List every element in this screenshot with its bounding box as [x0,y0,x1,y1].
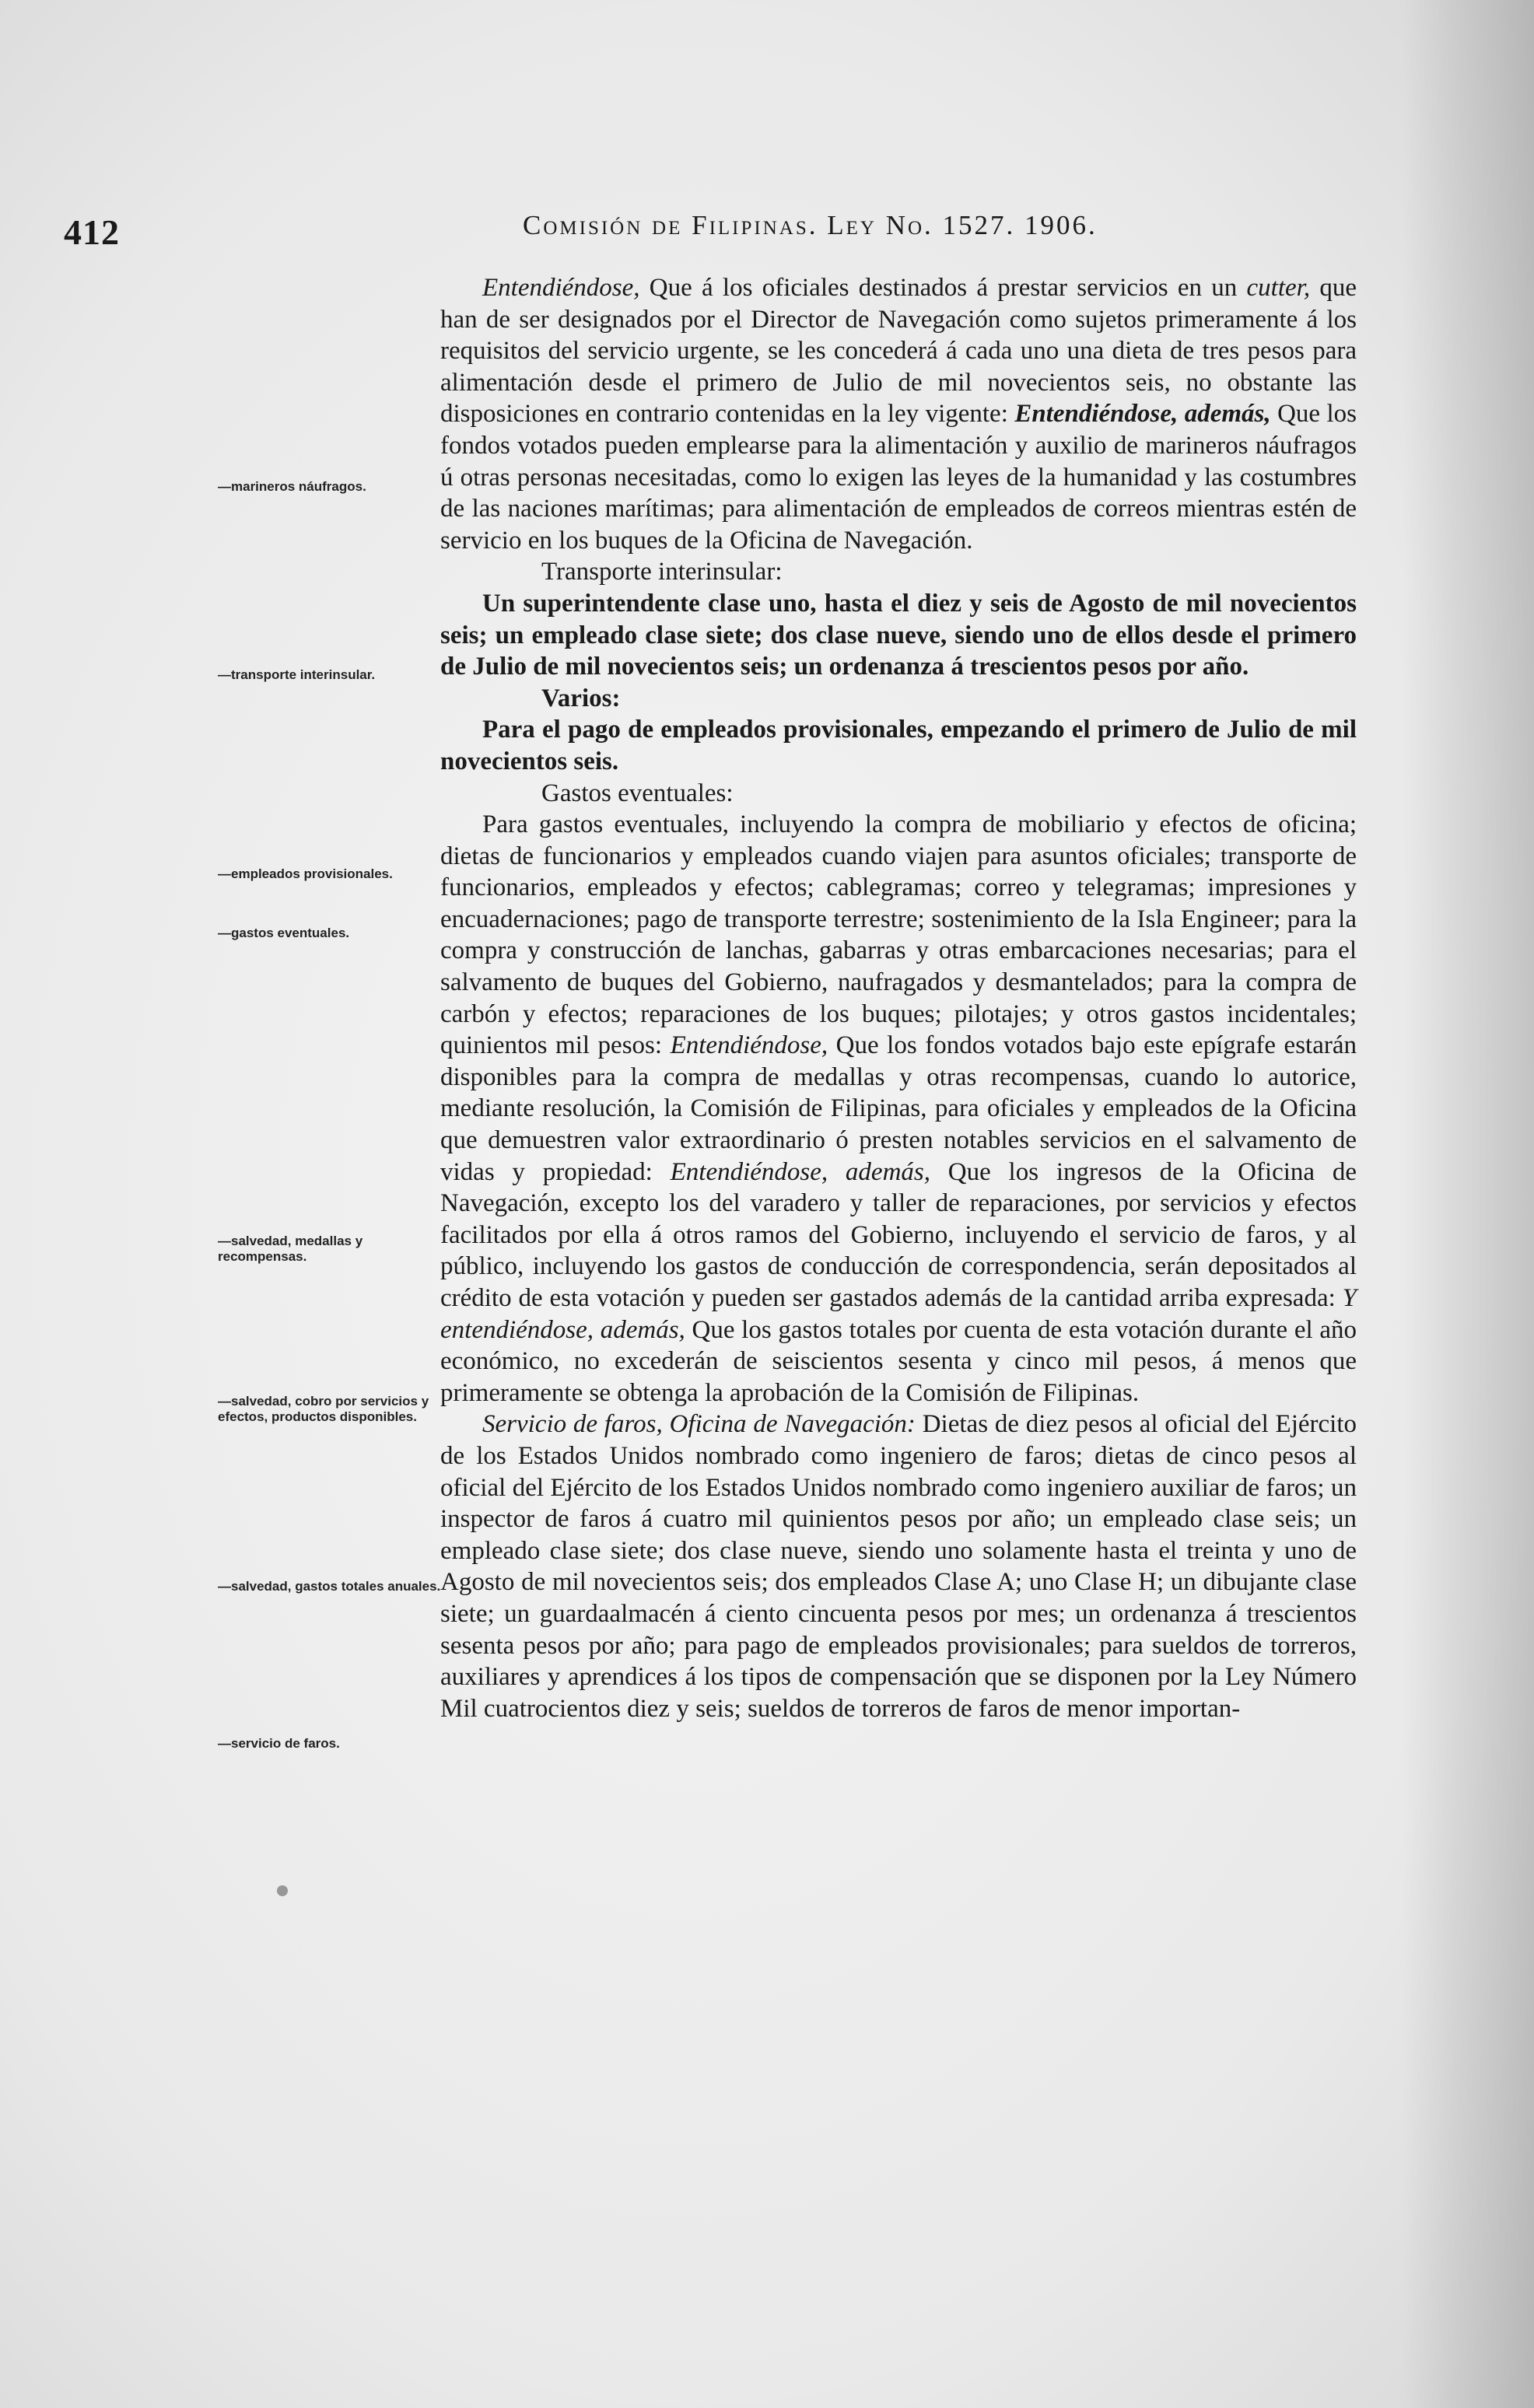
body-text [440,272,1357,1724]
paragraph-text: Que los gastos totales por cuenta de esta votación durante el año económico, no excederán de seiscientos sesenta y cinco mil pesos, á menos que primeramente se obtenga la aprobación de la Comisión de Filipinas. [440,1315,1357,1407]
paragraph-gastos [440,809,1357,1409]
heading-varios: Varios: [541,684,621,712]
italic-phrase: Entendiéndose, además, [670,1157,931,1186]
paragraph-entendiendose [440,272,1357,556]
italic-phrase: cutter, [1246,274,1311,302]
heading-transporte: Transporte interinsular: [541,558,783,586]
margin-note-faros: —servicio de faros. [218,1736,340,1751]
paragraph-text: que han de ser designados por el Director de Navegación como sujetos primeramente á los requisitos del servicio urgente, se les concederá á cada uno una dieta de tres pesos para alimentación desde el primero de Julio de mil novecientos seis, no obstante las disposiciones en contrario contenidas en la ley vigente: [440,274,1357,429]
paragraph-text: Que á los oficiales destinados á prestar servicios en un [639,274,1247,302]
italic-phrase: Entendiéndose, además, [1014,400,1271,429]
paragraph-text: Que los fondos votados bajo este epígrafe estarán disponibles para la compra de medallas y otras recompensas, cuando lo autorice, mediante resolución, la Comisión de Filipinas, para oficiales y empleados de la Oficina que demuestren valor extraordinario ó presten notables servicios en el salvamento de vidas y propiedad: [440,1031,1357,1186]
paragraph-text: Para gastos eventuales, incluyendo la compra de mobiliario y efectos de oficina; dietas de funcionarios y empleados cuando viajen para asuntos oficiales; transporte de funcionarios, empleados y efectos; cablegramas; correo y telegramas; impresiones y encuadernaciones; pago de transporte terrestre; sostenimiento de la Isla Engineer; para la compra y construcción de lanchas, gabarras y otras embarcaciones necesarias; para el salvamento de buques del Gobierno, naufragados y desmantelados; para la compra de carbón y efectos; reparaciones de los buques; pilotajes; y otros gastos incidentales; quinientos mil pesos: [440,810,1357,1060]
margin-note-marineros: —marineros náufragos. [218,479,366,494]
margin-note-gastos: —gastos eventuales. [218,926,350,940]
italic-phrase: Y entendiéndose, además, [440,1284,1357,1344]
margin-note-gastos-totales: —salvedad, gastos totales anuales. [218,1579,441,1594]
italic-phrase: Entendiéndose, [670,1031,828,1060]
page-edge-shadow [1402,0,1534,2408]
paragraph-varios: Para el pago de empleados provisionales, empezando el primero de Julio de mil novecientos seis. [440,716,1357,775]
heading-gastos: Gastos eventuales: [541,779,734,807]
italic-phrase: Entendiéndose, [482,274,640,302]
page-number: 412 [64,212,120,252]
margin-note-transporte: —transporte interinsular. [218,667,376,682]
italic-phrase: Servicio de faros, Oficina de Navegación: [482,1410,916,1439]
margin-note-medallas: —salvedad, medallas y recompensas. [218,1234,363,1264]
paragraph-transporte: Un superintendente clase uno, hasta el diez y seis de Agosto de mil novecientos seis; un empleado clase siete; dos clase nueve, siendo uno de ellos desde el primero de Julio de mil novecientos seis; un ordenanza á trescientos pesos por año. [440,589,1357,681]
paragraph-faros [440,1409,1357,1724]
paragraph-text: Que los ingresos de la Oficina de Navegación, excepto los del varadero y taller de reparaciones, por servicios y efectos facilitados por ella á otros ramos del Gobierno, incluyendo el servicio de faros, y al público, incluyendo los gastos de conducción de correspondencia, serán depositados al crédito de esta votación y pueden ser gastados además de la cantidad arriba expresada: [440,1157,1357,1312]
paragraph-text: Que los fondos votados pueden emplearse para la alimentación y auxilio de marineros náufragos ú otras personas necesitadas, como lo exigen las leyes de la humanidad y las costumbres de las naciones marítimas; para alimentación de empleados de correos mientras estén de servicio en los buques de la Oficina de Navegación. [440,400,1357,555]
paragraph-text: Dietas de diez pesos al oficial del Ejército de los Estados Unidos nombrado como ingeniero de faros; dietas de cinco pesos al oficial del Ejército de los Estados Unidos nombrado como ingeniero auxiliar de faros; un inspector de faros á cuatro mil quinientos pesos por año; un empleado clase seis; un empleado clase siete; dos clase nueve, siendo uno solamente hasta el treinta y uno de Agosto de mil novecientos seis; dos empleados Clase A; uno Clase H; un dibujante clase siete; un guardaalmacén á ciento cincuenta pesos por mes; un ordenanza á trescientos sesenta pesos por año; para pago de empleados provisionales; para sueldos de torreros, auxiliares y aprendices á los tipos de compensación que se disponen por la Ley Número Mil cuatrocientos diez y seis; sueldos de torreros de faros de menor importan- [440,1410,1357,1723]
running-head: Comisión de Filipinas. Ley No. 1527. 1906. [523,210,1098,240]
margin-note-empleados: —empleados provisionales. [218,866,393,881]
margin-note-cobro: —salvedad, cobro por servicios y efectos, productos disponibles. [218,1394,429,1424]
ink-speck [277,1885,288,1896]
